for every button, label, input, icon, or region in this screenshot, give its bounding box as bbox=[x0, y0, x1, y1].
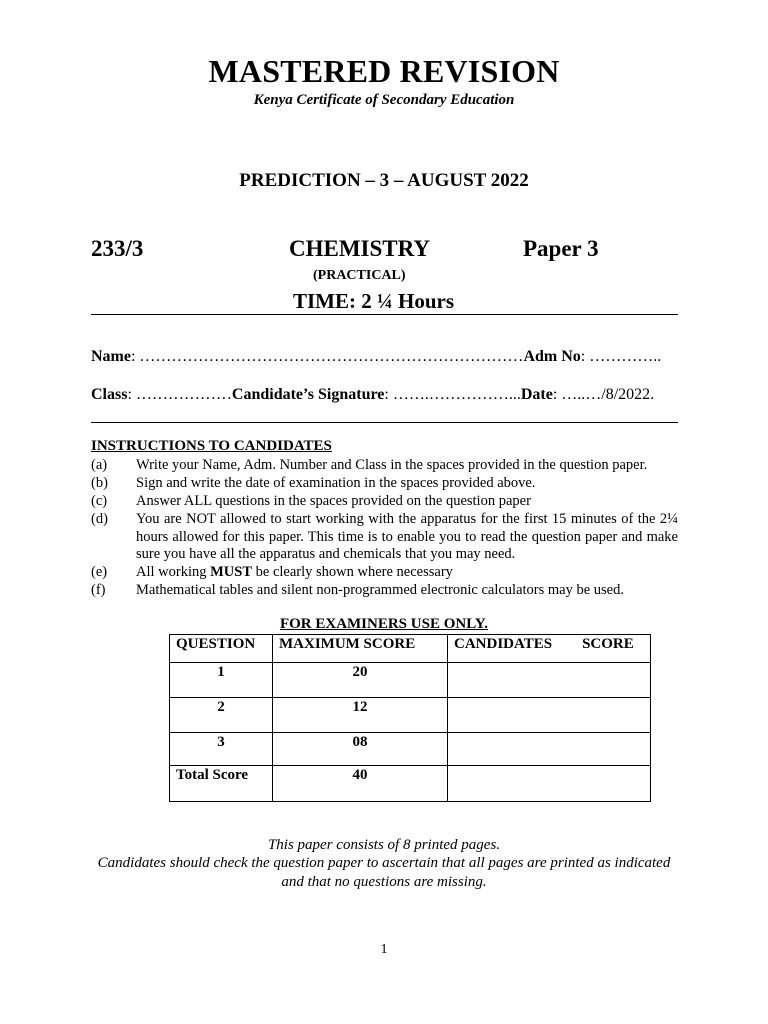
signature-label: Candidate’s Signature bbox=[231, 386, 385, 403]
instruction-text: Mathematical tables and silent non-programmed electronic calculators may be used. bbox=[136, 582, 624, 598]
max-score: 08 bbox=[273, 733, 448, 766]
footer-missing-note: and that no questions are missing. bbox=[281, 874, 487, 890]
subtitle: Kenya Certificate of Secondary Education bbox=[253, 92, 515, 108]
instruction-text: Sign and write the date of examination in the spaces provided above. bbox=[136, 475, 536, 491]
question-number: 1 bbox=[170, 663, 273, 698]
date-label: Date bbox=[520, 386, 553, 403]
paper-code: 233/3 bbox=[91, 236, 144, 261]
instruction-text: Write your Name, Adm. Number and Class in the spaces provided in the question paper. bbox=[136, 457, 648, 473]
candidate-score-cell[interactable] bbox=[448, 698, 651, 733]
name-field[interactable]: : ……………………………………………………………… bbox=[130, 348, 524, 365]
instruction-item bbox=[91, 475, 678, 493]
footer-pages-note: This paper consists of 8 printed pages. bbox=[267, 837, 501, 853]
class-field[interactable]: : ……………… bbox=[127, 386, 232, 403]
class-line bbox=[91, 386, 654, 404]
candidate-score-cell[interactable] bbox=[448, 733, 651, 766]
paper-number: Paper 3 bbox=[523, 236, 599, 261]
instruction-label: (f) bbox=[91, 582, 106, 598]
name-label: Name bbox=[91, 348, 131, 365]
instruction-label: (d) bbox=[91, 511, 108, 527]
subject-title: CHEMISTRY bbox=[289, 236, 431, 261]
instruction-text: You are NOT allowed to start working with the apparatus for the first 15 minutes of the 2¼ hours allowed for this paper. This time is to enable you to read the question paper and make sure you have all the apparatus and chemicals that you may need. bbox=[136, 511, 678, 562]
instruction-text: Answer ALL questions in the spaces provided on the question paper bbox=[136, 493, 531, 509]
header-candidates-score: CANDIDATES SCORE bbox=[448, 635, 651, 663]
score-table bbox=[169, 634, 651, 802]
instruction-label: (a) bbox=[91, 457, 108, 473]
page-number: 1 bbox=[380, 942, 388, 957]
total-max-score: 40 bbox=[273, 766, 448, 802]
instruction-item bbox=[91, 493, 678, 511]
instruction-item bbox=[91, 564, 678, 582]
table-header-row bbox=[170, 635, 651, 663]
practical-label: (PRACTICAL) bbox=[313, 268, 406, 283]
footer-check-note: Candidates should check the question paper to ascertain that all pages are printed as indicated bbox=[97, 855, 671, 871]
adm-label: Adm No bbox=[523, 348, 581, 365]
signature-field[interactable]: : …….……………... bbox=[384, 386, 521, 403]
instruction-item bbox=[91, 582, 678, 600]
adm-field[interactable]: : ………….. bbox=[580, 348, 662, 365]
question-number: 3 bbox=[170, 733, 273, 766]
instructions-heading: INSTRUCTIONS TO CANDIDATES bbox=[91, 438, 332, 454]
divider-top bbox=[91, 314, 678, 315]
time-allowed: TIME: 2 ¼ Hours bbox=[293, 289, 455, 313]
total-label: Total Score bbox=[170, 766, 273, 802]
emphasis-must: MUST bbox=[210, 564, 253, 580]
header-question: QUESTION bbox=[170, 635, 273, 663]
header-max-score: MAXIMUM SCORE bbox=[273, 635, 448, 663]
examiners-heading: FOR EXAMINERS USE ONLY. bbox=[279, 616, 489, 632]
main-title: MASTERED REVISION bbox=[208, 53, 560, 89]
instruction-text: All working MUST be clearly shown where necessary bbox=[136, 564, 453, 580]
instruction-item bbox=[91, 511, 678, 564]
total-candidate-score-cell[interactable] bbox=[448, 766, 651, 802]
name-line bbox=[91, 348, 661, 366]
prediction-title: PREDICTION – 3 – AUGUST 2022 bbox=[239, 170, 529, 191]
max-score: 12 bbox=[273, 698, 448, 733]
question-number: 2 bbox=[170, 698, 273, 733]
instruction-label: (c) bbox=[91, 493, 108, 509]
max-score: 20 bbox=[273, 663, 448, 698]
divider-bottom bbox=[91, 422, 678, 423]
instruction-label: (e) bbox=[91, 564, 108, 580]
candidate-score-cell[interactable] bbox=[448, 663, 651, 698]
table-row bbox=[170, 663, 651, 698]
instruction-item bbox=[91, 457, 678, 475]
total-row bbox=[170, 766, 651, 802]
table-row bbox=[170, 698, 651, 733]
table-row bbox=[170, 733, 651, 766]
instruction-label: (b) bbox=[91, 475, 108, 491]
date-field[interactable]: : …..…/8/2022. bbox=[552, 386, 655, 403]
class-label: Class bbox=[91, 386, 128, 403]
